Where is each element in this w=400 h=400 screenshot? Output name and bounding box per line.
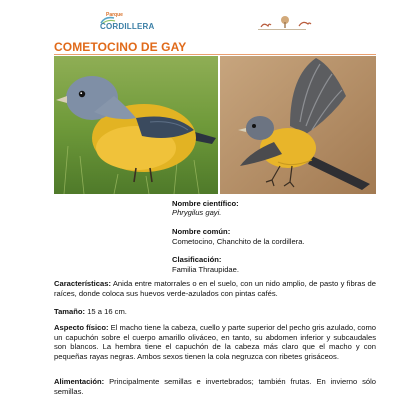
- species-metadata: [172, 199, 382, 274]
- classification-label: Clasificación:: [172, 255, 222, 265]
- section-aspecto: [54, 323, 376, 361]
- alimentacion-text: Principalmente semillas e invertebrados; también frutas. En invierno sólo semillas.: [54, 377, 376, 396]
- photo-bird-perched: [54, 56, 218, 194]
- bird-flying-icon: [220, 56, 376, 194]
- page-title: COMETOCINO DE GAY: [54, 40, 187, 54]
- tamano-text: 15 a 16 cm.: [85, 307, 127, 316]
- photo-bird-flying: [220, 56, 376, 194]
- park-logo: [100, 12, 160, 34]
- scientific-name-value: Phrygilus gayi.: [172, 208, 222, 218]
- section-alimentacion: [54, 377, 376, 396]
- caracteristicas-label: Características:: [54, 279, 111, 288]
- classification-value: Familia Thraupidae.: [172, 264, 239, 274]
- caracteristicas-text: Anida entre matorrales o en el suelo, con un nido amplio, de pasto y fibras de raíces, donde coloca sus huevos verde-azulados con pintas cafés.: [54, 279, 376, 298]
- logo-top-text: Parque: [106, 12, 123, 18]
- tamano-label: Tamaño:: [54, 307, 86, 316]
- title-rule: [54, 54, 376, 55]
- common-name-label: Nombre común:: [172, 227, 231, 237]
- header-rule: [258, 29, 306, 30]
- decorative-fauna-icon: [255, 12, 315, 30]
- aspecto-text: El macho tiene la cabeza, cuello y parte superior del pecho gris azulado, como un capuchón sobre el cuerpo amarillo oliváceo, en tanto, su abdomen inferior y subcaudales son blancos. La hembra tiene el capuchón de la cabeza más claro que el macho y con pequeñas rayas negras. Ambos sexos tienen la cola negruzca con ribetes grisáceos.: [54, 323, 376, 361]
- aspecto-label: Aspecto físico:: [54, 323, 109, 332]
- alimentacion-label: Alimentación:: [54, 377, 105, 386]
- bird-perched-icon: [54, 56, 218, 194]
- scientific-name-label: Nombre científico:: [172, 199, 239, 208]
- page-header: [0, 10, 400, 34]
- section-caracteristicas: [54, 279, 376, 298]
- common-name-value: Cometocino, Chanchito de la cordillera.: [172, 236, 305, 246]
- section-tamano: [54, 307, 376, 317]
- logo-main-text: CORDILLERA: [100, 22, 155, 31]
